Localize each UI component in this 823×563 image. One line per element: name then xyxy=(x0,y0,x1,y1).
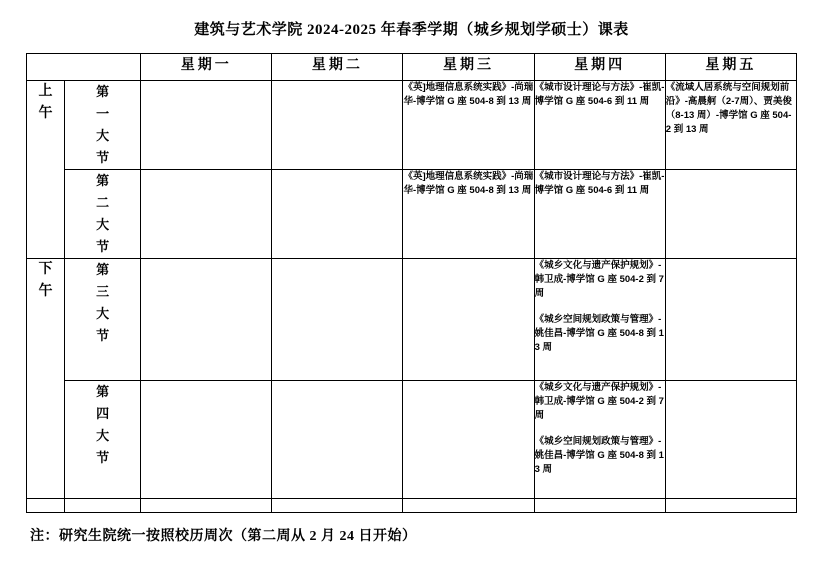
slot-tue-p1[interactable] xyxy=(272,81,403,170)
slot-fri-p1[interactable] xyxy=(665,81,796,170)
footer-cell-fri xyxy=(665,499,796,513)
slot-wed-p3[interactable] xyxy=(403,259,534,381)
course-entry: 《城市设计理论与方法》-崔凯-博学馆 G 座 504-6 到 11 周 xyxy=(534,171,665,196)
slot-mon-p4[interactable] xyxy=(141,381,272,499)
footer-cell-thu xyxy=(534,499,665,513)
table-row xyxy=(27,381,797,499)
course-entry: 《城市设计理论与方法》-崔凯-博学馆 G 座 504-6 到 11 周 xyxy=(534,82,665,107)
slot-wed-p1[interactable] xyxy=(403,81,534,170)
table-row xyxy=(27,81,797,170)
course-entry: 《城乡文化与遗产保护规划》-韩卫成-博学馆 G 座 504-2 到 7 周 xyxy=(534,382,664,421)
footer-cell-ampm xyxy=(27,499,65,513)
course-entry: 《城乡文化与遗产保护规划》-韩卫成-博学馆 G 座 504-2 到 7 周 xyxy=(534,260,664,299)
slot-tue-p2[interactable] xyxy=(272,170,403,259)
slot-thu-p4[interactable] xyxy=(534,381,665,499)
slot-fri-p2[interactable] xyxy=(665,170,796,259)
slot-mon-p3[interactable] xyxy=(141,259,272,381)
course-entry: 《英]地理信息系统实践》-尚瑞华-博学馆 G 座 504-8 到 13 周 xyxy=(403,171,534,196)
slot-thu-p3[interactable] xyxy=(534,259,665,381)
day-header-monday: 星期一 xyxy=(141,54,272,81)
period-label-4: 第 四 大 节 xyxy=(65,381,141,499)
footer-cell-mon xyxy=(141,499,272,513)
period-label-2: 第 二 大 节 xyxy=(65,170,141,259)
period-label-3: 第 三 大 节 xyxy=(65,259,141,381)
table-header-row xyxy=(27,54,797,81)
day-header-friday: 星期五 xyxy=(665,54,796,81)
course-entry: 《英]地理信息系统实践》-尚瑞华-博学馆 G 座 504-8 到 13 周 xyxy=(403,82,534,107)
course-entry: 《城乡空间规划政策与管理》-姚佳昌-博学馆 G 座 504-8 到 13 周 xyxy=(534,436,664,475)
slot-fri-p4[interactable] xyxy=(665,381,796,499)
day-header-wednesday: 星期三 xyxy=(403,54,534,81)
slot-thu-p1[interactable] xyxy=(534,81,665,170)
course-entry: 《流域人居系统与空间规划前沿》-高晨舸（2-7周）、贾美俊（8-13 周）-博学馆 G 座 504-2 到 13 周 xyxy=(665,82,792,135)
slot-tue-p3[interactable] xyxy=(272,259,403,381)
slot-fri-p3[interactable] xyxy=(665,259,796,381)
slot-thu-p2[interactable] xyxy=(534,170,665,259)
table-row xyxy=(27,170,797,259)
footnote: 注：研究生院统一按照校历周次（第二周从 2 月 24 日开始） xyxy=(30,529,417,544)
schedule-table xyxy=(26,53,797,513)
course-entry: 《城乡空间规划政策与管理》-姚佳昌-博学馆 G 座 504-8 到 13 周 xyxy=(534,314,664,353)
day-header-tuesday: 星期二 xyxy=(272,54,403,81)
period-label-1: 第 一 大 节 xyxy=(65,81,141,170)
slot-mon-p1[interactable] xyxy=(141,81,272,170)
slot-mon-p2[interactable] xyxy=(141,170,272,259)
slot-wed-p2[interactable] xyxy=(403,170,534,259)
footer-cell-wed xyxy=(403,499,534,513)
day-header-thursday: 星期四 xyxy=(534,54,665,81)
table-footer-row xyxy=(27,499,797,513)
footer-cell-tue xyxy=(272,499,403,513)
section-label-morning: 上 午 xyxy=(27,81,65,259)
slot-wed-p4[interactable] xyxy=(403,381,534,499)
footer-cell-period xyxy=(65,499,141,513)
corner-cell xyxy=(27,54,141,81)
section-label-afternoon: 下 午 xyxy=(27,259,65,499)
page-title: 建筑与艺术学院 2024-2025 年春季学期（城乡规划学硕士）课表 xyxy=(194,22,629,38)
table-row xyxy=(27,259,797,381)
slot-tue-p4[interactable] xyxy=(272,381,403,499)
